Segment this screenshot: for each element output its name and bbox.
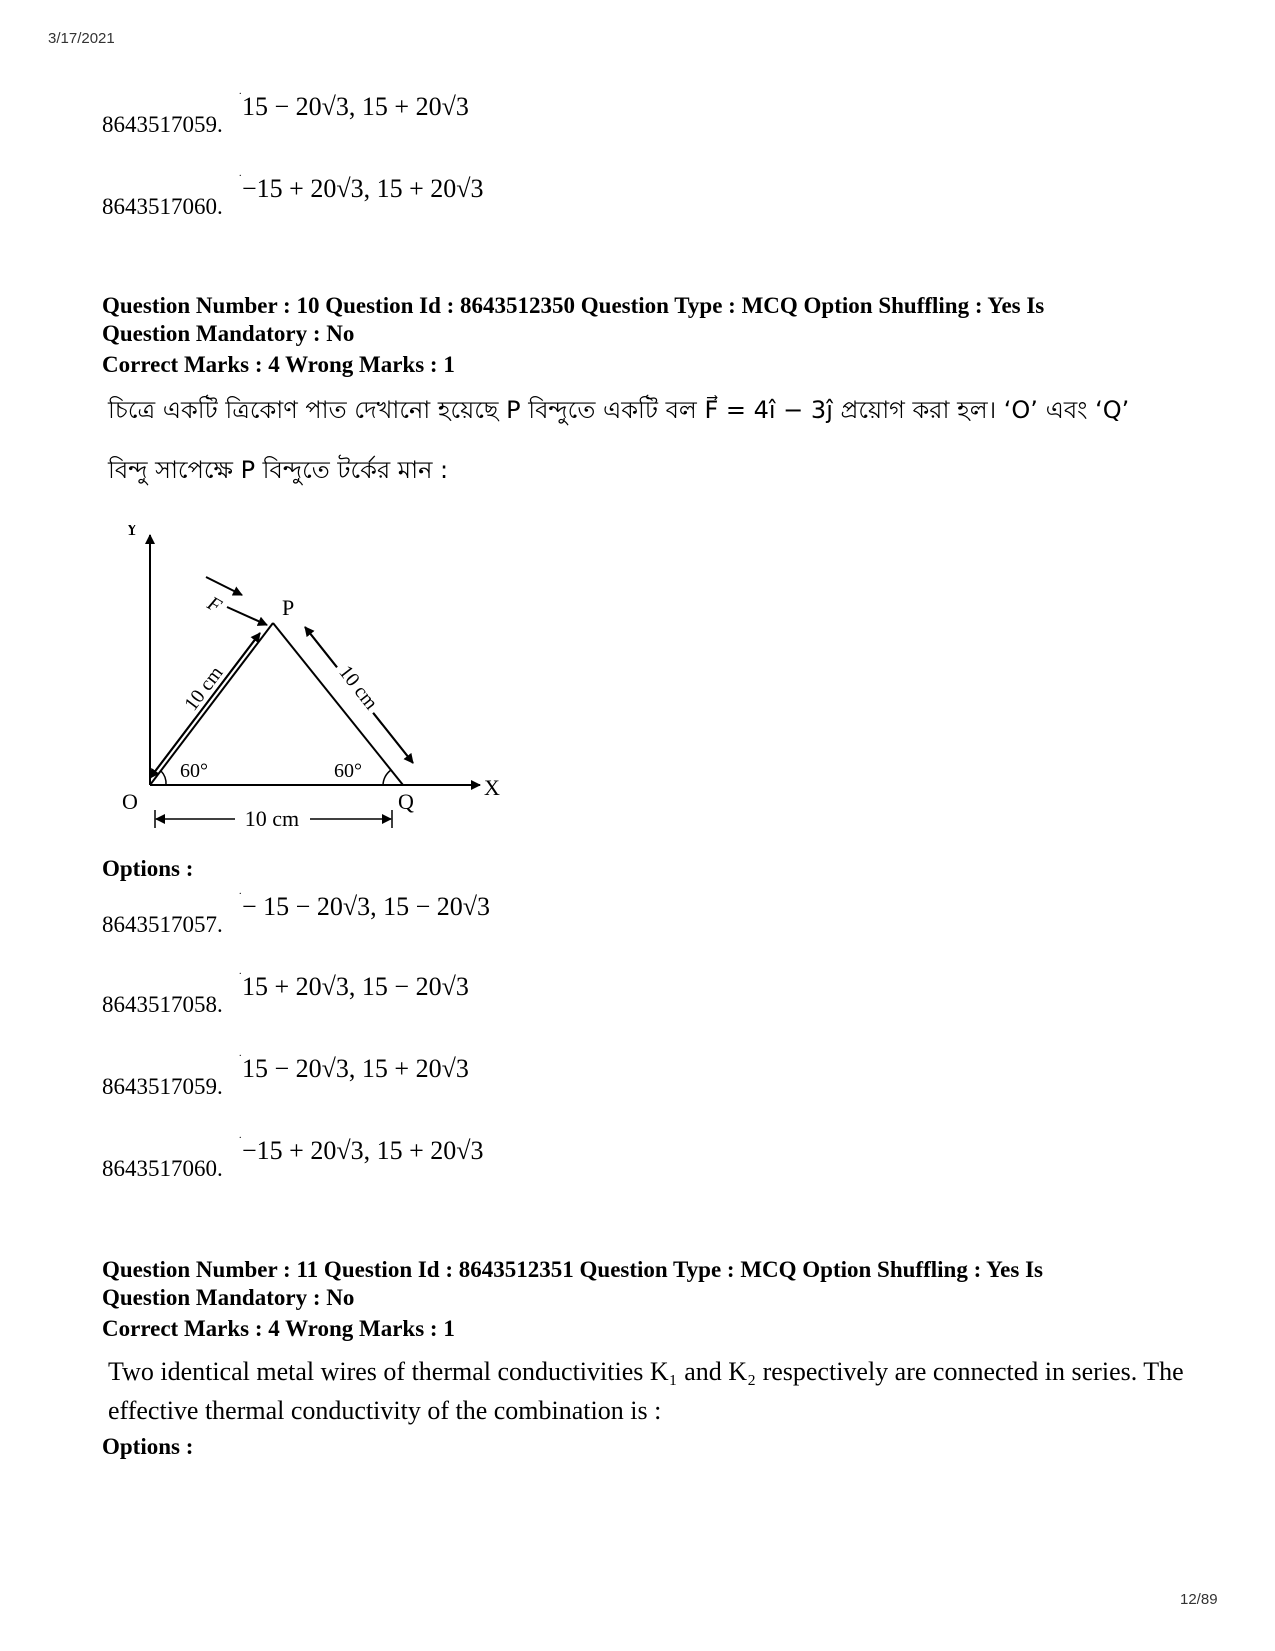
option-marker: .	[239, 966, 242, 977]
angle-q-arc	[383, 770, 391, 785]
x-axis-label: X	[484, 775, 500, 800]
options-label: Options :	[102, 1434, 194, 1459]
option-marker: .	[239, 1130, 242, 1141]
question-header	[102, 1256, 1182, 1312]
angle-q-label: 60°	[334, 760, 362, 782]
option-marker: .	[239, 886, 242, 897]
option-row	[102, 968, 802, 1018]
y-axis-label: Y	[124, 525, 140, 540]
angle-o-arc	[161, 771, 166, 785]
option-marker: .	[239, 168, 242, 179]
option-math: 15 + 20√3, 15 − 20√3	[242, 972, 469, 1001]
option-row	[102, 88, 802, 138]
question-header	[102, 292, 1182, 348]
option-row	[102, 170, 802, 220]
question-header-line1: Question Number : 10 Question Id : 8643512350 Question Type : MCQ Option Shuffling : Yes Is	[102, 293, 1045, 318]
question-text-line2: বিন্দু সাপেক্ষে P বিন্দুতে টর্কের মান :	[108, 456, 449, 484]
point-q-label: Q	[398, 789, 414, 814]
question-header-line2: Question Mandatory : No	[102, 321, 355, 346]
dim-pq-label: 10 cm	[334, 661, 383, 714]
question-header-line2: Question Mandatory : No	[102, 1285, 355, 1310]
force-arrow	[227, 607, 267, 625]
triangle-diagram	[110, 525, 540, 885]
option-math: 15 − 20√3, 15 + 20√3	[242, 92, 469, 121]
dim-oq-label: 10 cm	[244, 806, 300, 831]
option-math: 15 − 20√3, 15 + 20√3	[242, 1054, 469, 1083]
option-row	[102, 888, 802, 938]
option-math: −15 + 20√3, 15 + 20√3	[242, 174, 484, 203]
option-marker: .	[239, 86, 242, 97]
page-number: 12/89	[1180, 1591, 1218, 1608]
option-id: 8643517059.	[102, 112, 223, 137]
triangle-figure	[110, 525, 540, 885]
dim-op-arrow-b	[150, 633, 260, 778]
option-id: 8643517057.	[102, 912, 223, 937]
option-id: 8643517060.	[102, 194, 223, 219]
question-marks: Correct Marks : 4 Wrong Marks : 1	[102, 352, 455, 377]
options-label: Options :	[102, 856, 194, 881]
option-math: − 15 − 20√3, 15 − 20√3	[242, 892, 491, 921]
option-id: 8643517060.	[102, 1156, 223, 1181]
option-math: −15 + 20√3, 15 + 20√3	[242, 1136, 484, 1165]
point-p-label: P	[282, 595, 295, 620]
question-marks: Correct Marks : 4 Wrong Marks : 1	[102, 1316, 455, 1341]
option-marker: .	[239, 1048, 242, 1059]
question-header-line1: Question Number : 11 Question Id : 8643512351 Question Type : MCQ Option Shuffling : Yes Is	[102, 1257, 1043, 1282]
option-id: 8643517058.	[102, 992, 223, 1017]
option-id: 8643517059.	[102, 1074, 223, 1099]
question-text-line1: চিত্রে একটি ত্রিকোণ পাত দেখানো হয়েছে P বিন্দুতে একটি বল F⃗ = 4î − 3ĵ প্রয়োগ করা হল। ‘O’ এবং ‘Q’	[108, 396, 1130, 424]
force-label: F	[203, 592, 226, 618]
option-row	[102, 1050, 802, 1100]
force-vector-marker	[206, 577, 242, 595]
angle-o-label: 60°	[180, 760, 208, 782]
side-op	[150, 623, 273, 785]
point-o-label: O	[122, 789, 138, 814]
print-date: 3/17/2021	[48, 30, 115, 47]
dim-op-label: 10 cm	[180, 662, 228, 715]
question-text: Two identical metal wires of thermal conductivities K₁ and K₂ respectively are connected in series. The effective thermal conductivity of the combination is :	[108, 1357, 1184, 1425]
option-row	[102, 1132, 802, 1182]
